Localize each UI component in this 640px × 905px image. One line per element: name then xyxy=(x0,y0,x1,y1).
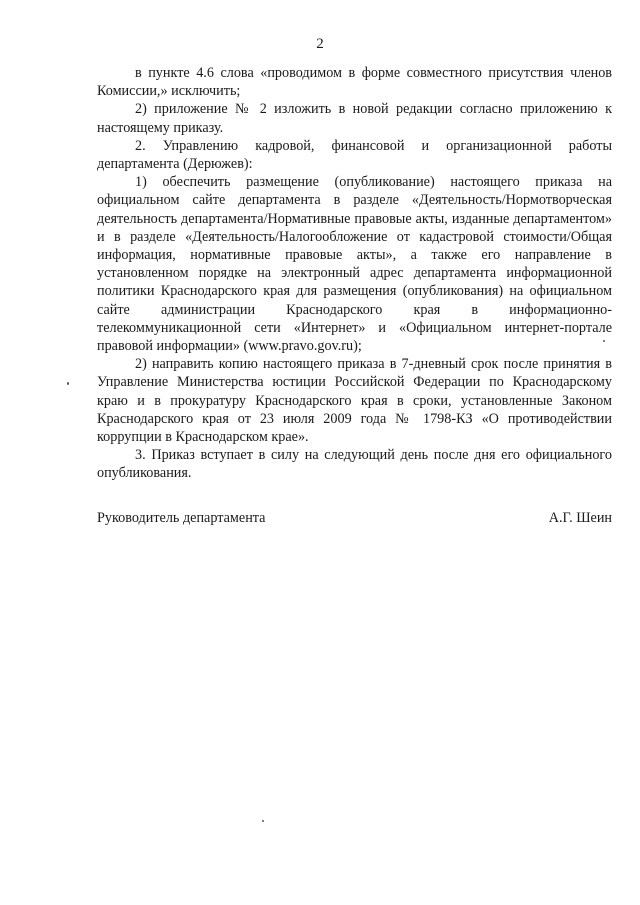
paragraph-item-2-appendix: 2) приложение № 2 изложить в новой редакции согласно приложению к настоящему приказу. xyxy=(97,101,612,136)
paragraph-copy-submission: 2) направить копию настоящего приказа в 7-дневный срок после принятия в Управление Министерства юстиции Российской Федерации по Краснодарскому краю и в прокуратуру Краснодарского края в сроки, установленные Законом Краснодарского края от 23 июля 2009 года № 1798-КЗ «О противодействии коррупции в Краснодарском крае». xyxy=(97,356,612,446)
paragraph-section-3: 3. Приказ вступает в силу на следующий день после дня его официального опубликования. xyxy=(97,447,612,482)
signature-block xyxy=(97,510,612,527)
signatory-name: А.Г. Шеин xyxy=(548,510,612,526)
paragraph-section-2: 2. Управлению кадровой, финансовой и организационной работы департамента (Дерюжев): xyxy=(97,137,612,173)
paragraph-item-4-6: в пункте 4.6 слова «проводимом в форме совместного присутствия членов Комиссии,» исключить; xyxy=(97,65,612,100)
scan-speck xyxy=(262,820,264,822)
signatory-position: Руководитель департамента xyxy=(97,510,266,526)
page-number: 2 xyxy=(316,36,324,52)
paragraph-publication: 1) обеспечить размещение (опубликование) настоящего приказа на официальном сайте департамента в разделе «Деятельность/Нормотворческая деятельность департамента/Нормативные правовые акты, изданные департаментом» и в разделе «Деятельность/Налогообложение от кадастровой стоимости/Общая информация, нормативные правовые акты», а также его направление в установленном порядке на электронный адрес департамента информационной политики Краснодарского края для размещения (опубликования) на официальном сайте администрации Краснодарского края в информационно-телекоммуникационной сети «Интернет» и «Официальном интернет-портале правовой информации» (www.pravo.gov.ru); xyxy=(97,174,612,355)
scan-speck xyxy=(67,382,69,385)
document-body xyxy=(97,64,612,483)
scan-speck xyxy=(603,340,605,342)
